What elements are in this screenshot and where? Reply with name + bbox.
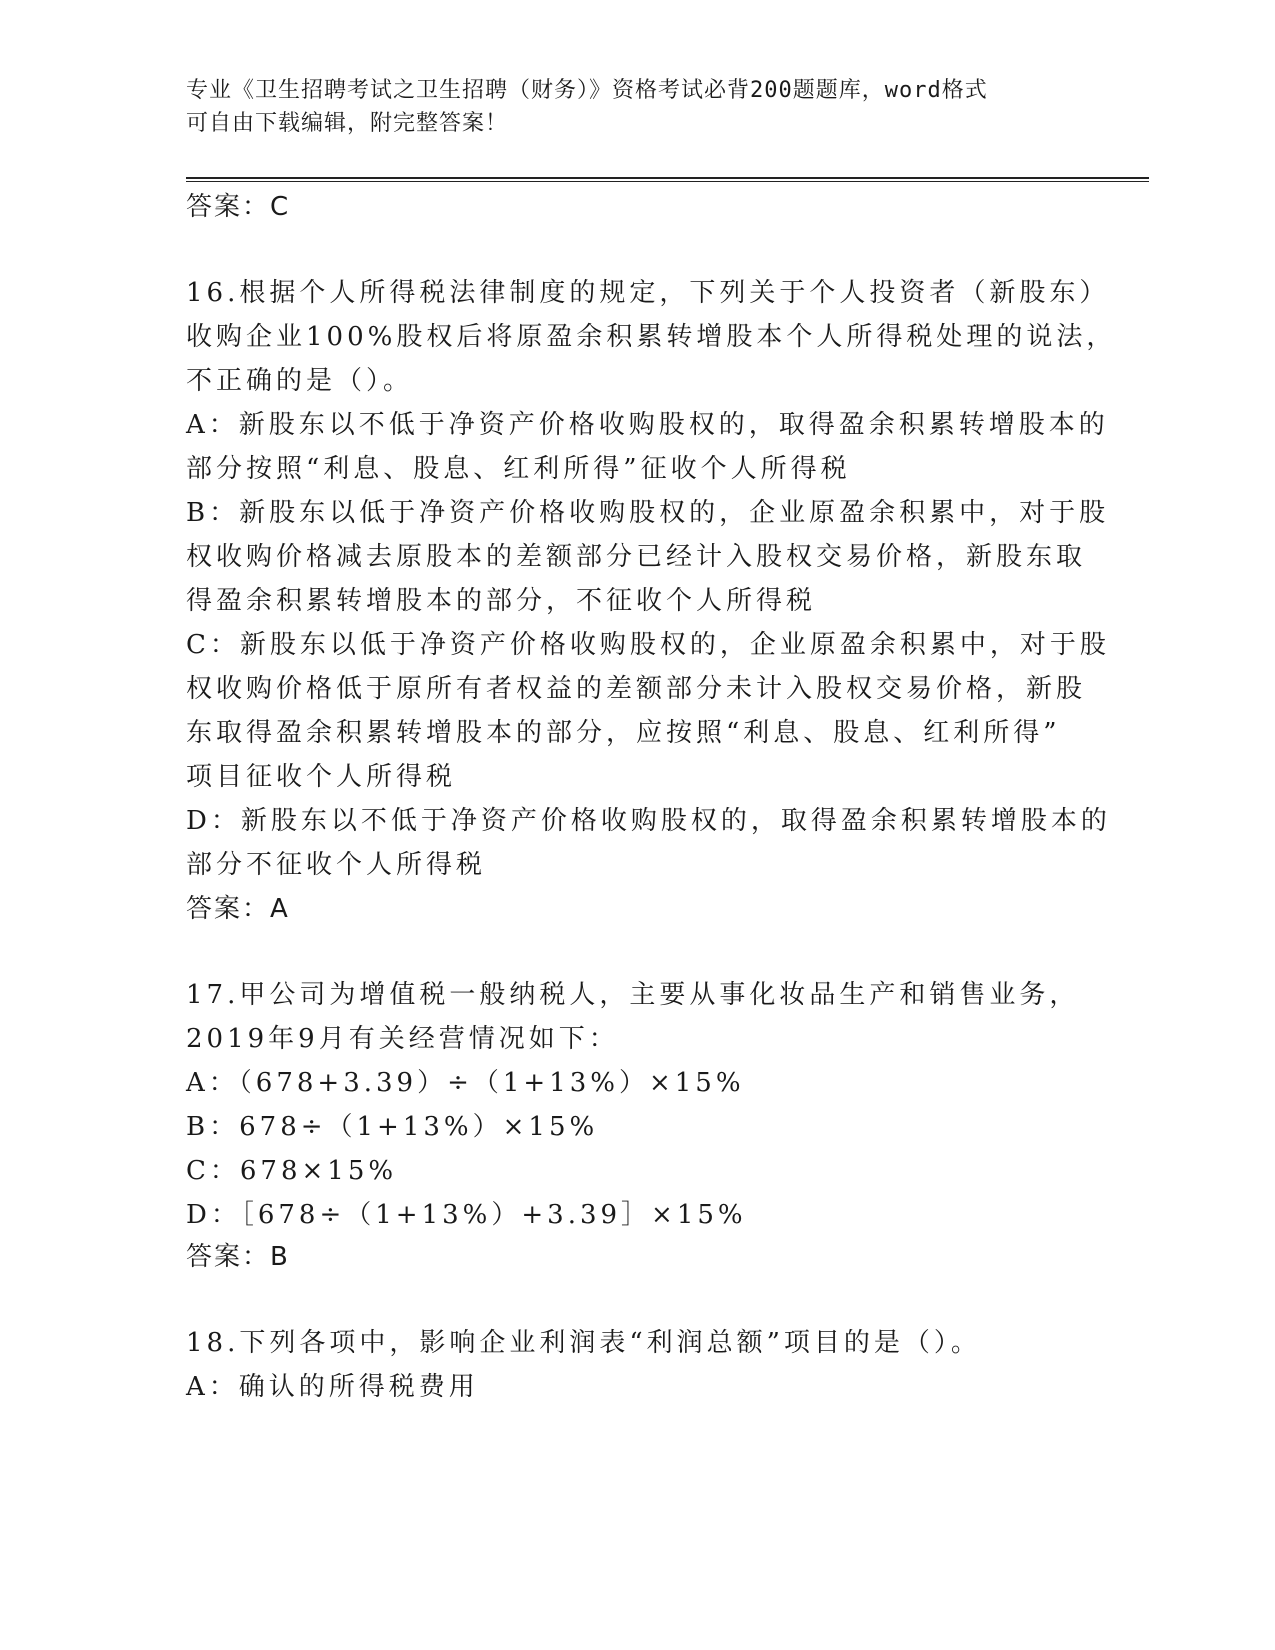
q17-option-d: D：［678÷（1+13%）+3.39］×15% — [186, 1200, 747, 1230]
header-divider-thin — [186, 181, 1149, 182]
q16-option-d-line-1: D：新股东以不低于净资产价格收购股权的，取得盈余积累转增股本的 — [186, 806, 1111, 836]
q17-answer: 答案：B — [186, 1242, 290, 1272]
q16-stem-line-2: 收购企业100%股权后将原盈余积累转增股本个人所得税处理的说法， — [186, 322, 1117, 352]
q16-stem-line-3: 不正确的是（）。 — [186, 366, 414, 396]
q16-option-a-line-2: 部分按照“利息、股息、红利所得”征收个人所得税 — [186, 454, 851, 484]
answer-prev: 答案：C — [186, 192, 291, 222]
q17-option-b: B：678÷（1+13%）×15% — [186, 1112, 599, 1142]
q16-option-d-line-2: 部分不征收个人所得税 — [186, 850, 487, 880]
q16-option-b-line-1: B：新股东以低于净资产价格收购股权的，企业原盈余积累中，对于股 — [186, 498, 1110, 528]
q16-option-c-line-2: 权收购价格低于原所有者权益的差额部分未计入股权交易价格，新股 — [186, 674, 1087, 704]
q16-option-b-line-2: 权收购价格减去原股本的差额部分已经计入股权交易价格，新股东取 — [186, 542, 1087, 572]
q16-option-c-line-1: C：新股东以低于净资产价格收购股权的，企业原盈余积累中，对于股 — [186, 630, 1110, 660]
header-line-1: 专业《卫生招聘考试之卫生招聘（财务）》资格考试必背200题题库，word格式 — [186, 78, 988, 103]
q18-option-a: A：确认的所得税费用 — [186, 1372, 479, 1402]
q17-stem-line-1: 17.甲公司为增值税一般纳税人，主要从事化妆品生产和销售业务， — [186, 980, 1080, 1010]
q18-stem-line-1: 18.下列各项中，影响企业利润表“利润总额”项目的是（）。 — [186, 1328, 981, 1358]
q17-stem-line-2: 2019年9月有关经营情况如下： — [186, 1024, 619, 1054]
q16-option-b-line-3: 得盈余积累转增股本的部分，不征收个人所得税 — [186, 586, 817, 616]
q16-stem-line-1: 16.根据个人所得税法律制度的规定，下列关于个人投资者（新股东） — [186, 278, 1110, 308]
header-divider-thick — [186, 177, 1149, 179]
document-header — [186, 74, 1066, 140]
q17-option-c: C：678×15% — [186, 1156, 398, 1186]
header-line-2: 可自由下载编辑，附完整答案！ — [186, 111, 509, 136]
q16-answer: 答案：A — [186, 894, 290, 924]
q17-option-a: A：（678+3.39）÷（1+13%）×15% — [186, 1068, 745, 1098]
q16-option-a-line-1: A：新股东以不低于净资产价格收购股权的，取得盈余积累转增股本的 — [186, 410, 1109, 440]
q16-option-c-line-3: 东取得盈余积累转增股本的部分，应按照“利息、股息、红利所得” — [186, 718, 1061, 748]
q16-option-c-line-4: 项目征收个人所得税 — [186, 762, 457, 792]
